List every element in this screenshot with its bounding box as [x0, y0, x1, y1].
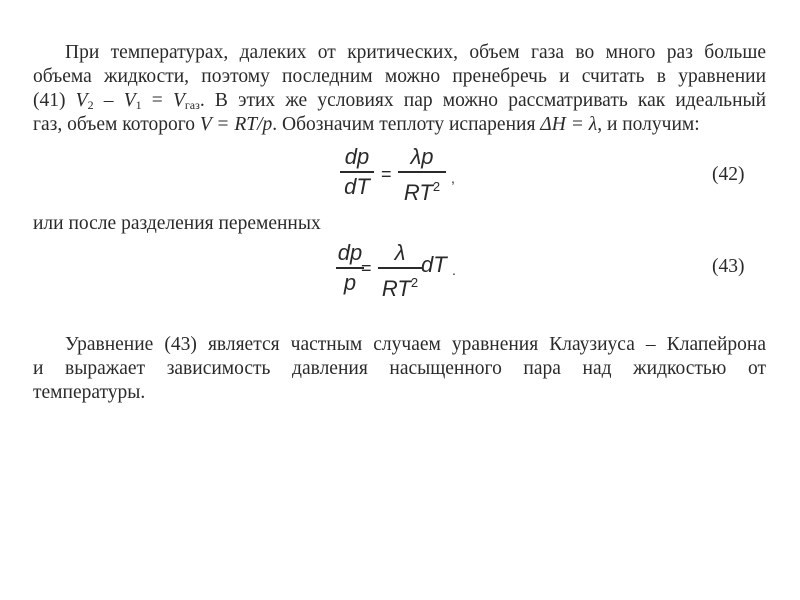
paragraph-separation: или после разделения переменных: [33, 213, 321, 234]
paragraph-conclusion-line-3: температуры.: [33, 382, 146, 403]
eq42-number: (42): [712, 164, 745, 185]
paragraph-conclusion-line-1: Уравнение (43) является частным случаем уравнения Клаузиуса – Клапейрона: [65, 334, 766, 355]
ideal-gas-formula: V = RT/p: [199, 114, 273, 135]
eq43-rhs-fraction: [378, 240, 422, 302]
eq43-period: .: [452, 262, 456, 278]
eq43-lhs-fraction: [336, 240, 364, 296]
eq43-lhs-denominator: p: [343, 269, 357, 295]
paragraph-intro-line-3: (41) $V_2 - V_1 = V_{газ}$. В этих же условиях пар можно рассматривать как идеальный: [33, 90, 767, 112]
eq43-lhs-numerator: dp: [337, 240, 363, 265]
eq43-lhs-fraction-bar: [336, 267, 364, 269]
eq42-rhs-numerator: λp: [410, 144, 434, 169]
paragraph-intro-line-4: газ, объем которого V = RT/p. Обозначим теплоту испарения ΔH = λ, и получим:: [33, 114, 700, 135]
eq42-equals: =: [381, 164, 392, 184]
enthalpy-formula: ΔH = λ: [540, 114, 598, 135]
paragraph-intro-line-2: объема жидкости, поэтому последним можно пренебречь и считать в уравнении: [33, 66, 766, 87]
eq42-rhs-denominator: $RT^2$: [403, 178, 441, 205]
eq43-rhs-denominator: $RT^2$: [381, 274, 419, 301]
eq42-lhs-denominator: dT: [344, 173, 370, 199]
paragraph-conclusion: [33, 333, 766, 405]
eq42-comma: ,: [451, 170, 455, 186]
paragraph-conclusion-line-2: и выражает зависимость давления насыщенного пара над жидкостью от: [33, 358, 766, 379]
eq43-equals: =: [361, 258, 372, 278]
eq43-number: (43): [712, 256, 745, 277]
eq43-rhs-fraction-bar: [378, 267, 422, 269]
eq43-dT: dT: [421, 252, 447, 277]
eq43-rhs-numerator: λ: [394, 240, 406, 265]
eq42-lhs-numerator: dp: [344, 144, 370, 169]
paragraph-intro-line-1: При температурах, далеких от критических, объем газа во много раз больше: [65, 42, 766, 63]
